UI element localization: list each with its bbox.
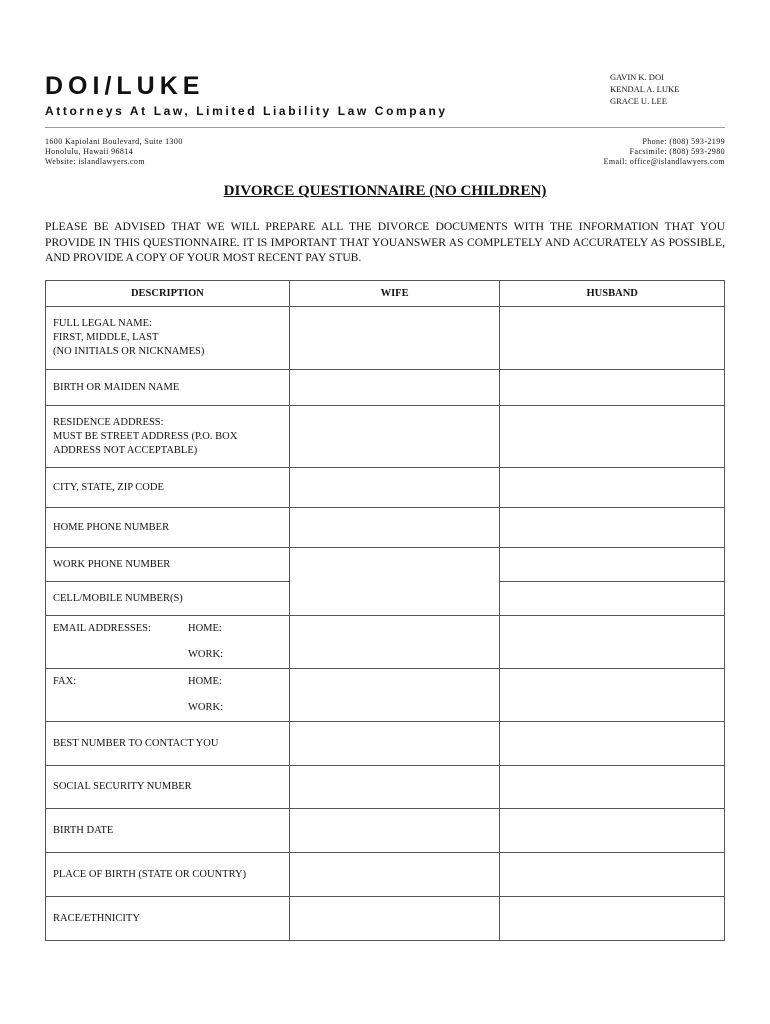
fax-label: FAX:: [53, 676, 77, 687]
firm-address: [45, 137, 183, 167]
table-row: [46, 722, 725, 766]
row-label-race: RACE/ETHNICITY: [46, 897, 290, 941]
table-row: [46, 508, 725, 548]
fax-home-label: HOME:: [188, 676, 222, 687]
husband-answer-cell[interactable]: [500, 582, 725, 616]
column-header-wife: WIFE: [289, 281, 500, 307]
wife-answer-cell[interactable]: [289, 766, 500, 809]
table-row: [46, 669, 725, 722]
row-label-birth-date: BIRTH DATE: [46, 809, 290, 853]
column-header-husband: HUSBAND: [500, 281, 725, 307]
fax-line: Facsimile: (808) 593-2980: [629, 147, 725, 156]
table-row: [46, 370, 725, 406]
husband-answer-cell[interactable]: [500, 616, 725, 669]
website-line: Website: islandlawyers.com: [45, 157, 145, 166]
firm-contact: [604, 137, 725, 167]
email-home-label: HOME:: [188, 623, 222, 634]
husband-answer-cell[interactable]: [500, 669, 725, 722]
husband-answer-cell[interactable]: [500, 508, 725, 548]
partner-name: GAVIN K. DOI: [610, 72, 664, 82]
firm-tagline: Attorneys At Law, Limited Liability Law Company: [45, 104, 448, 118]
wife-answer-cell[interactable]: [289, 508, 500, 548]
husband-answer-cell[interactable]: [500, 722, 725, 766]
table-row: [46, 766, 725, 809]
header-divider: [45, 127, 725, 128]
husband-answer-cell[interactable]: [500, 766, 725, 809]
row-label-cell-phone: CELL/MOBILE NUMBER(S): [46, 582, 290, 616]
wife-answer-cell[interactable]: [289, 897, 500, 941]
wife-answer-cell[interactable]: [289, 468, 500, 508]
fax-work-label: WORK:: [188, 702, 223, 713]
table-row: [46, 853, 725, 897]
row-label-fax: [46, 669, 290, 722]
wife-answer-cell[interactable]: [289, 616, 500, 669]
wife-answer-cell[interactable]: [289, 406, 500, 468]
husband-answer-cell[interactable]: [500, 809, 725, 853]
row-label-work-phone: WORK PHONE NUMBER: [46, 548, 290, 582]
husband-answer-cell[interactable]: [500, 853, 725, 897]
email-line: Email: office@islandlawyers.com: [603, 157, 725, 166]
table-row: [46, 897, 725, 941]
wife-answer-cell[interactable]: [289, 809, 500, 853]
wife-answer-cell[interactable]: [289, 370, 500, 406]
husband-answer-cell[interactable]: [500, 548, 725, 582]
table-row: [46, 406, 725, 468]
wife-answer-cell[interactable]: [289, 853, 500, 897]
email-label: EMAIL ADDRESSES:: [53, 623, 151, 634]
partner-name: KENDAL A. LUKE: [610, 84, 680, 94]
notice-paragraph: PLEASE BE ADVISED THAT WE WILL PREPARE ALL THE DIVORCE DOCUMENTS WITH THE INFORMATION THAT YOU PROVIDE IN THIS QUESTIONNAIRE. IT IS IMPORTANT THAT YOUANSWER AS COMPLETELY AND ACCURATELY AS POSSIBLE, AND PROVIDE A COPY OF YOUR MOST RECENT PAY STUB.: [45, 220, 725, 264]
row-label-ssn: SOCIAL SECURITY NUMBER: [46, 766, 290, 809]
row-label-residence: RESIDENCE ADDRESS: MUST BE STREET ADDRESS (P.O. BOX ADDRESS NOT ACCEPTABLE): [46, 406, 290, 468]
email-work-label: WORK:: [188, 649, 223, 660]
husband-answer-cell[interactable]: [500, 468, 725, 508]
wife-answer-cell[interactable]: [289, 548, 500, 616]
table-row: [46, 809, 725, 853]
row-label-city-state-zip: CITY, STATE, ZIP CODE: [46, 468, 290, 508]
questionnaire-table: [45, 280, 725, 941]
husband-answer-cell[interactable]: [500, 370, 725, 406]
phone-line: Phone: (808) 593-2199: [642, 137, 725, 146]
husband-answer-cell[interactable]: [500, 897, 725, 941]
table-header-row: [46, 281, 725, 307]
row-label-birth-place: PLACE OF BIRTH (STATE OR COUNTRY): [46, 853, 290, 897]
wife-answer-cell[interactable]: [289, 722, 500, 766]
wife-answer-cell[interactable]: [289, 307, 500, 370]
column-header-description: DESCRIPTION: [46, 281, 290, 307]
husband-answer-cell[interactable]: [500, 406, 725, 468]
document-title: DIVORCE QUESTIONNAIRE (NO CHILDREN): [223, 183, 547, 199]
address-line: Honolulu, Hawaii 96814: [45, 147, 134, 156]
table-row: [46, 307, 725, 370]
row-label-legal-name: FULL LEGAL NAME: FIRST, MIDDLE, LAST (NO INITIALS OR NICKNAMES): [46, 307, 290, 370]
wife-answer-cell[interactable]: [289, 669, 500, 722]
address-line: 1600 Kapiolani Boulevard, Suite 1300: [45, 137, 183, 146]
firm-name: DOI/LUKE: [45, 72, 205, 100]
table-row: [46, 468, 725, 508]
table-row: [46, 548, 725, 582]
partner-name: GRACE U. LEE: [610, 96, 667, 106]
row-label-home-phone: HOME PHONE NUMBER: [46, 508, 290, 548]
row-label-maiden-name: BIRTH OR MAIDEN NAME: [46, 370, 290, 406]
row-label-email: [46, 616, 290, 669]
row-label-best-number: BEST NUMBER TO CONTACT YOU: [46, 722, 290, 766]
partner-list: [610, 71, 679, 107]
husband-answer-cell[interactable]: [500, 307, 725, 370]
table-row: [46, 616, 725, 669]
